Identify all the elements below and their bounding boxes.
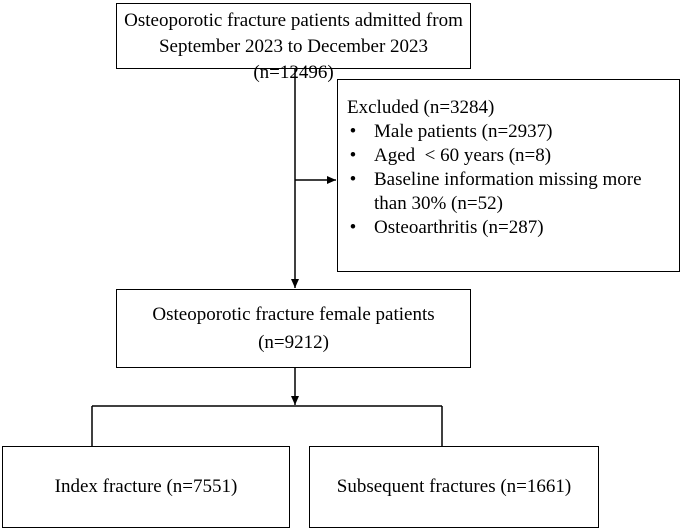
female-patients-line2: (n=9212) bbox=[258, 331, 329, 353]
index-fracture-label: Index fracture (n=7551) bbox=[54, 476, 238, 497]
patients-admitted-line2: September 2023 to December 2023 (n=12496) bbox=[158, 36, 429, 83]
excluded-item-osteoarthritis bbox=[347, 216, 673, 240]
excluded-heading: Excluded (n=3284) bbox=[347, 97, 495, 118]
female-patients-box bbox=[116, 289, 471, 368]
bullet-icon: • bbox=[349, 121, 357, 142]
excluded-item-label: Male patients (n=2937) bbox=[374, 121, 553, 142]
bullet-icon: • bbox=[349, 217, 357, 238]
excluded-item-label: Osteoarthritis (n=287) bbox=[374, 217, 544, 238]
excluded-item-label: Aged < 60 years (n=8) bbox=[374, 145, 552, 166]
bullet-icon: • bbox=[349, 145, 357, 166]
excluded-item-missing-info bbox=[347, 168, 673, 216]
patients-admitted-line1: Osteoporotic fracture patients admitted from bbox=[124, 10, 463, 31]
index-fracture-box bbox=[2, 446, 290, 528]
subsequent-fractures-label: Subsequent fractures (n=1661) bbox=[336, 476, 572, 497]
excluded-item-label: Baseline information missing more than 30% (n=52) bbox=[374, 169, 642, 214]
excluded-item-male bbox=[347, 120, 673, 144]
subsequent-fractures-box bbox=[309, 446, 599, 528]
excluded-item-age bbox=[347, 144, 673, 168]
female-patients-line1: Osteoporotic fracture female patients bbox=[152, 303, 435, 325]
excluded-box bbox=[337, 79, 680, 272]
patients-admitted-box bbox=[116, 3, 471, 83]
bullet-icon: • bbox=[349, 169, 357, 190]
excluded-list bbox=[347, 120, 673, 240]
